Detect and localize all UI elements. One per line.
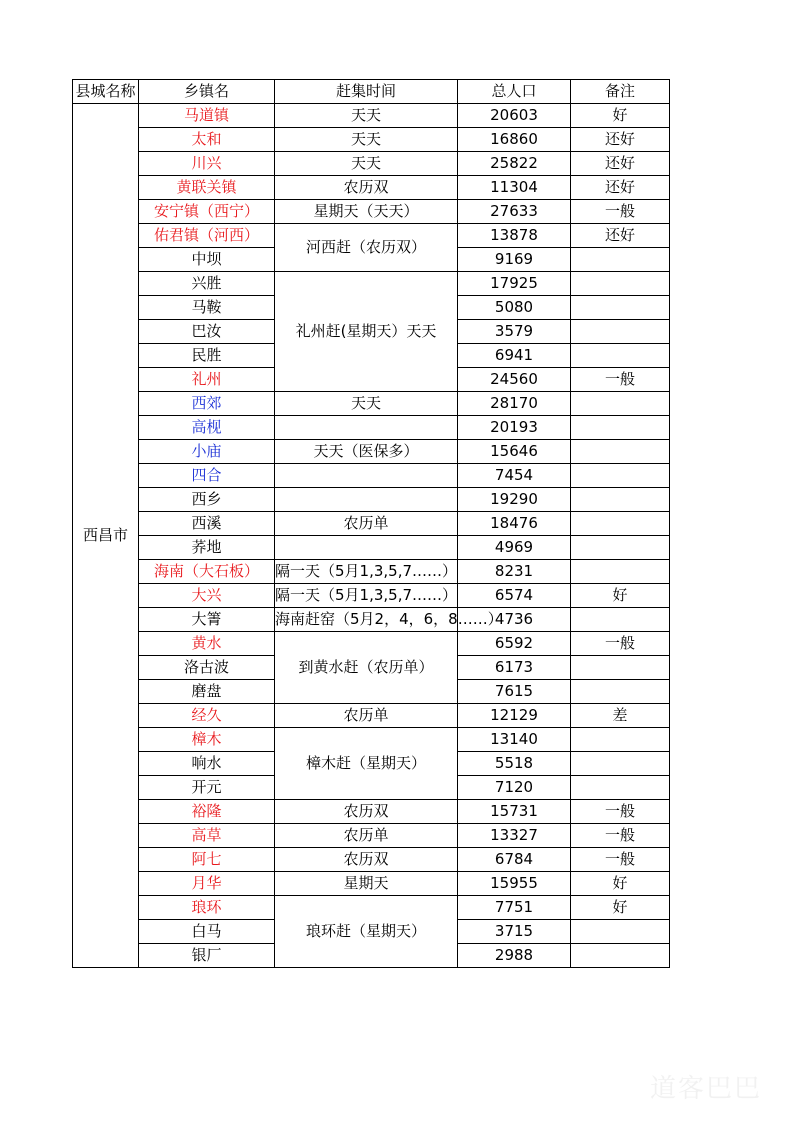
town-name-cell: 小庙 — [139, 440, 275, 464]
population-cell: 15955 — [458, 872, 571, 896]
population-cell: 11304 — [458, 176, 571, 200]
market-time-cell: 樟木赶（星期天） — [275, 728, 458, 800]
header-market: 赶集时间 — [275, 80, 458, 104]
population-cell: 9169 — [458, 248, 571, 272]
market-time-cell: 天天（医保多） — [275, 440, 458, 464]
population-cell: 25822 — [458, 152, 571, 176]
remark-cell: 好 — [571, 872, 670, 896]
remark-cell — [571, 320, 670, 344]
town-name-cell: 太和 — [139, 128, 275, 152]
town-name-cell: 经久 — [139, 704, 275, 728]
remark-cell — [571, 344, 670, 368]
remark-cell — [571, 272, 670, 296]
market-time-cell: 农历单 — [275, 512, 458, 536]
remark-cell: 一般 — [571, 848, 670, 872]
market-time-cell: 天天 — [275, 104, 458, 128]
table-row — [73, 440, 670, 464]
population-cell: 7120 — [458, 776, 571, 800]
population-cell: 20193 — [458, 416, 571, 440]
population-cell: 7615 — [458, 680, 571, 704]
town-name-cell: 兴胜 — [139, 272, 275, 296]
remark-cell: 还好 — [571, 152, 670, 176]
remark-cell — [571, 536, 670, 560]
remark-cell: 好 — [571, 896, 670, 920]
population-cell: 4736 — [458, 608, 571, 632]
town-name-cell: 安宁镇（西宁） — [139, 200, 275, 224]
population-cell: 12129 — [458, 704, 571, 728]
market-time-cell: 天天 — [275, 152, 458, 176]
market-time-cell: 天天 — [275, 128, 458, 152]
population-cell: 6592 — [458, 632, 571, 656]
population-cell: 28170 — [458, 392, 571, 416]
remark-cell — [571, 752, 670, 776]
header-row — [73, 80, 670, 104]
town-name-cell: 大箐 — [139, 608, 275, 632]
table-row — [73, 824, 670, 848]
market-time-cell: 礼州赶(星期天）天天 — [275, 272, 458, 392]
table-row — [73, 704, 670, 728]
town-name-cell: 银厂 — [139, 944, 275, 968]
table-row — [73, 800, 670, 824]
table-row — [73, 512, 670, 536]
population-cell: 13878 — [458, 224, 571, 248]
header-remark: 备注 — [571, 80, 670, 104]
population-cell: 24560 — [458, 368, 571, 392]
market-time-cell: 隔一天（5月1,3,5,7……） — [275, 560, 458, 584]
town-name-cell: 大兴 — [139, 584, 275, 608]
population-cell: 20603 — [458, 104, 571, 128]
town-name-cell: 洛古波 — [139, 656, 275, 680]
table-body — [73, 104, 670, 968]
table-row — [73, 728, 670, 752]
town-name-cell: 民胜 — [139, 344, 275, 368]
market-time-cell: 河西赶（农历双） — [275, 224, 458, 272]
remark-cell — [571, 728, 670, 752]
town-name-cell: 开元 — [139, 776, 275, 800]
remark-cell: 还好 — [571, 224, 670, 248]
population-cell: 7454 — [458, 464, 571, 488]
population-cell: 6173 — [458, 656, 571, 680]
remark-cell: 一般 — [571, 368, 670, 392]
population-cell: 3715 — [458, 920, 571, 944]
remark-cell — [571, 560, 670, 584]
remark-cell: 一般 — [571, 200, 670, 224]
table-row — [73, 152, 670, 176]
remark-cell — [571, 656, 670, 680]
town-name-cell: 海南（大石板） — [139, 560, 275, 584]
table-row — [73, 104, 670, 128]
remark-cell: 一般 — [571, 824, 670, 848]
population-cell: 7751 — [458, 896, 571, 920]
town-name-cell: 月华 — [139, 872, 275, 896]
remark-cell — [571, 680, 670, 704]
market-time-cell: 农历双 — [275, 848, 458, 872]
town-name-cell: 西溪 — [139, 512, 275, 536]
market-time-cell: 隔一天（5月1,3,5,7……） — [275, 584, 458, 608]
table-row — [73, 272, 670, 296]
watermark: 道客巴巴 — [650, 1074, 763, 1104]
header-town: 乡镇名 — [139, 80, 275, 104]
population-cell: 6941 — [458, 344, 571, 368]
market-time-cell — [275, 536, 458, 560]
population-cell: 17925 — [458, 272, 571, 296]
table-row — [73, 416, 670, 440]
market-time-cell: 农历双 — [275, 176, 458, 200]
town-name-cell: 黄联关镇 — [139, 176, 275, 200]
population-cell: 15731 — [458, 800, 571, 824]
remark-cell — [571, 440, 670, 464]
town-name-cell: 佑君镇（河西） — [139, 224, 275, 248]
table-row — [73, 128, 670, 152]
population-cell: 19290 — [458, 488, 571, 512]
market-time-cell: 农历双 — [275, 800, 458, 824]
remark-cell — [571, 488, 670, 512]
market-time-cell: 琅环赶（星期天） — [275, 896, 458, 968]
table-row — [73, 584, 670, 608]
market-time-cell: 天天 — [275, 392, 458, 416]
table-row — [73, 872, 670, 896]
population-cell: 13327 — [458, 824, 571, 848]
town-name-cell: 裕隆 — [139, 800, 275, 824]
population-cell: 5080 — [458, 296, 571, 320]
remark-cell: 一般 — [571, 800, 670, 824]
market-time-cell: 星期天 — [275, 872, 458, 896]
market-time-cell: 海南赶窑（5月2，4，6，8……） — [275, 608, 458, 632]
table-row — [73, 200, 670, 224]
header-population: 总人口 — [458, 80, 571, 104]
table-row — [73, 224, 670, 248]
town-name-cell: 川兴 — [139, 152, 275, 176]
county-cell: 西昌市 — [73, 104, 139, 968]
remark-cell — [571, 248, 670, 272]
population-cell: 2988 — [458, 944, 571, 968]
market-time-cell — [275, 464, 458, 488]
town-name-cell: 高草 — [139, 824, 275, 848]
remark-cell — [571, 608, 670, 632]
remark-cell: 好 — [571, 104, 670, 128]
market-time-cell: 农历单 — [275, 824, 458, 848]
remark-cell — [571, 920, 670, 944]
population-cell: 27633 — [458, 200, 571, 224]
town-name-cell: 樟木 — [139, 728, 275, 752]
remark-cell: 还好 — [571, 128, 670, 152]
town-name-cell: 磨盘 — [139, 680, 275, 704]
town-name-cell: 马鞍 — [139, 296, 275, 320]
header-county: 县城名称 — [73, 80, 139, 104]
town-name-cell: 白马 — [139, 920, 275, 944]
remark-cell: 一般 — [571, 632, 670, 656]
population-cell: 15646 — [458, 440, 571, 464]
population-cell: 8231 — [458, 560, 571, 584]
town-name-cell: 琅环 — [139, 896, 275, 920]
remark-cell — [571, 512, 670, 536]
table-row — [73, 488, 670, 512]
population-cell: 6574 — [458, 584, 571, 608]
remark-cell — [571, 944, 670, 968]
population-cell: 5518 — [458, 752, 571, 776]
table-row — [73, 608, 670, 632]
table-row — [73, 896, 670, 920]
town-name-cell: 四合 — [139, 464, 275, 488]
town-name-cell: 巴汝 — [139, 320, 275, 344]
town-name-cell: 黄水 — [139, 632, 275, 656]
population-cell: 3579 — [458, 320, 571, 344]
table-row — [73, 392, 670, 416]
town-name-cell: 西郊 — [139, 392, 275, 416]
town-name-cell: 阿七 — [139, 848, 275, 872]
table-row — [73, 560, 670, 584]
table-row — [73, 176, 670, 200]
remark-cell: 还好 — [571, 176, 670, 200]
town-name-cell: 荞地 — [139, 536, 275, 560]
market-time-cell: 星期天（天天） — [275, 200, 458, 224]
population-cell: 18476 — [458, 512, 571, 536]
population-cell: 13140 — [458, 728, 571, 752]
town-name-cell: 礼州 — [139, 368, 275, 392]
population-cell: 16860 — [458, 128, 571, 152]
table-row — [73, 848, 670, 872]
market-time-cell — [275, 416, 458, 440]
town-name-cell: 西乡 — [139, 488, 275, 512]
town-name-cell: 中坝 — [139, 248, 275, 272]
remark-cell — [571, 416, 670, 440]
town-name-cell: 响水 — [139, 752, 275, 776]
table-row — [73, 536, 670, 560]
town-name-cell: 高枧 — [139, 416, 275, 440]
remark-cell — [571, 296, 670, 320]
market-time-cell: 到黄水赶（农历单） — [275, 632, 458, 704]
town-name-cell: 马道镇 — [139, 104, 275, 128]
remark-cell — [571, 776, 670, 800]
remark-cell: 好 — [571, 584, 670, 608]
remark-cell: 差 — [571, 704, 670, 728]
table-row — [73, 632, 670, 656]
market-time-cell — [275, 488, 458, 512]
population-cell: 6784 — [458, 848, 571, 872]
population-cell: 4969 — [458, 536, 571, 560]
remark-cell — [571, 464, 670, 488]
remark-cell — [571, 392, 670, 416]
market-time-cell: 农历单 — [275, 704, 458, 728]
table-row — [73, 464, 670, 488]
town-market-table — [72, 79, 670, 968]
